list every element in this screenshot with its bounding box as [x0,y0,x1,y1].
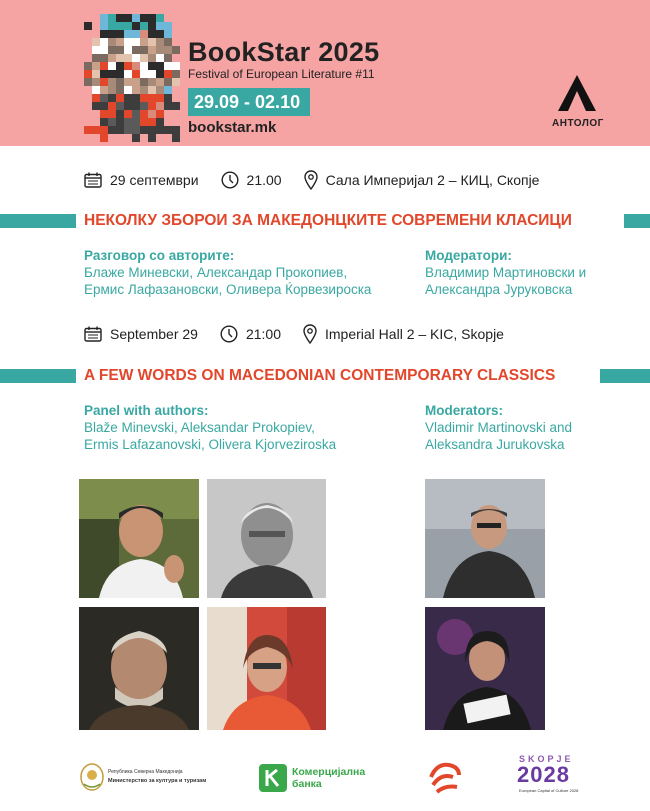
pixel-tile [116,126,124,134]
section-title-en: A FEW WORDS ON MACEDONIAN CONTEMPORARY CLASSICS [84,367,556,384]
pixel-tile [108,30,116,38]
pixel-tile [156,38,164,46]
pixel-tile [156,70,164,78]
event-info-en [84,323,526,345]
ministry-line1: Република Северна Македонија [108,769,183,775]
bank-name-line2: банка [292,778,322,790]
pixel-tile [172,62,180,70]
moderators-line2-mk: Александра Јуруковска [425,282,573,297]
date-item-mk [84,172,199,188]
pixel-tile [132,110,140,118]
venue-item-en [303,324,504,344]
pixel-tile [100,86,108,94]
event-venue: Imperial Hall 2 – KIC, Skopje [325,326,504,342]
time-item-en [220,325,281,343]
pixel-tile [140,46,148,54]
pixel-tile [100,126,108,134]
pixel-tile [116,102,124,110]
coat-of-arms-icon [80,762,104,792]
moderators-line1-mk: Владимир Мартиновски и [425,265,587,280]
pixel-tile [124,78,132,86]
pixel-tile [148,46,156,54]
pixel-tile [124,126,132,134]
pixel-tile [124,62,132,70]
festival-dates-badge: 29.09 - 02.10 [188,88,310,116]
pixel-tile [92,38,100,46]
author-photo-olivera-kjorveziroska [207,607,326,730]
panel-names-line2-en: Ermis Lafazanovski, Olivera Kjorveziroska [84,437,337,452]
calendar-icon [84,326,102,342]
pixel-tile [108,102,116,110]
pixel-tile [148,22,156,30]
moderators-en [425,402,635,453]
moderators-label-mk: Модератори: [425,248,512,263]
pixel-tile [148,94,156,102]
pixel-tile [116,110,124,118]
pixel-tile [116,70,124,78]
pixel-tile [140,102,148,110]
date-item-en [84,326,198,342]
pixel-tile [108,46,116,54]
pixel-tile [132,118,140,126]
time-item-mk [221,171,282,189]
pixel-tile [164,78,172,86]
moderator-photo-aleksandra-jurukovska [425,607,545,730]
location-pin-icon [303,324,317,344]
komercijalna-banka-logo [259,762,379,794]
pixel-tile [156,62,164,70]
pixel-tile [132,46,140,54]
pixel-tile [124,110,132,118]
pixel-tile [172,102,180,110]
pixel-tile [140,62,148,70]
red-emblem-logo [427,759,463,795]
pixel-tile [140,70,148,78]
pixel-tile [164,126,172,134]
pixel-tile [132,134,140,142]
section-title-bar-mk [0,210,650,232]
pixel-tile [164,70,172,78]
pixel-tile [164,94,172,102]
moderators-label-en: Moderators: [425,403,504,418]
panel-authors-en [84,402,414,453]
bank-k-icon [259,764,287,792]
pixel-tile [156,14,164,22]
pixel-tile [92,126,100,134]
moderators-line2-en: Aleksandra Jurukovska [425,437,565,452]
pixel-tile [108,110,116,118]
event-info-mk [84,169,561,191]
pixel-tile [100,30,108,38]
pixel-tile [156,78,164,86]
pixel-tile [116,94,124,102]
pixel-tile [156,46,164,54]
pixel-tile [164,38,172,46]
pixel-tile [172,70,180,78]
section-title-mk: НЕКОЛКУ ЗБОРОИ ЗА МАКЕДОНЦКИТЕ СОВРЕМЕНИ КЛАСИЦИ [84,212,572,229]
panel-authors-mk [84,247,414,298]
header-banner [0,0,650,146]
pixel-tile [148,62,156,70]
pixel-tile [108,54,116,62]
pixel-tile [172,46,180,54]
pixel-tile [124,38,132,46]
pixel-tile [164,102,172,110]
ministry-of-culture-logo [80,760,210,794]
pixel-tile [116,46,124,54]
pixel-tile [108,70,116,78]
pixel-tile [140,94,148,102]
panel-label-en: Panel with authors: [84,403,209,418]
pixel-tile [164,62,172,70]
clock-icon [221,171,239,189]
moderators-line1-en: Vladimir Martinovski and [425,420,573,435]
antolog-a-icon [556,73,598,113]
pixel-tile [124,14,132,22]
pixel-tile [100,102,108,110]
event-time: 21.00 [246,172,282,188]
pixel-tile [132,62,140,70]
pixel-tile [140,30,148,38]
pixel-tile [140,38,148,46]
pixel-tile [124,30,132,38]
author-photo-blaze-minevski [79,479,199,598]
panel-names-line1-en: Blaže Minevski, Aleksandar Prokopiev, [84,420,315,435]
pixel-tile [156,102,164,110]
pixel-tile [164,30,172,38]
pixel-tile [92,78,100,86]
pixel-tile [116,62,124,70]
skopje-caption: European Capital of Culture 2028 [519,788,579,793]
pixel-tile [100,70,108,78]
skopje-2028-logo [513,754,593,800]
pixel-tile [92,54,100,62]
pixel-tile [132,126,140,134]
pixel-tile [156,110,164,118]
pixel-tile [140,54,148,62]
pixel-tile [132,30,140,38]
pixel-tile [156,118,164,126]
teal-stripe-right [624,214,650,228]
pixel-tile [148,30,156,38]
pixel-tile [116,30,124,38]
pixel-tile [116,38,124,46]
pixel-tile [124,70,132,78]
author-photo-ermis-lafazanovski [79,607,199,730]
pixel-tile [140,78,148,86]
moderators-mk [425,247,635,298]
red-swirl-icon [427,759,463,795]
ministry-line2: Министерство за култура и туризам [108,778,207,784]
festival-subtitle: Festival of European Literature #11 [188,67,375,81]
pixel-tile [100,118,108,126]
pixel-tile [132,94,140,102]
pixel-tile [92,94,100,102]
pixel-tile [100,54,108,62]
venue-item-mk [304,170,540,190]
teal-stripe-left [0,369,76,383]
pixel-tile [148,78,156,86]
festival-title: BookStar 2025 [188,37,380,67]
pixel-tile [84,70,92,78]
pixel-tile [156,86,164,94]
pixel-tile [132,86,140,94]
panel-names-line1-mk: Блаже Миневски, Александар Прокопиев, [84,265,348,280]
antolog-logo [552,73,602,129]
pixel-tile [140,86,148,94]
pixel-tile [148,134,156,142]
pixel-tile [116,118,124,126]
pixel-tile [148,118,156,126]
pixel-tile [108,78,116,86]
pixel-tile [92,102,100,110]
pixel-portrait-logo [84,14,180,142]
pixel-tile [108,86,116,94]
pixel-tile [124,22,132,30]
pixel-tile [92,46,100,54]
pixel-tile [156,22,164,30]
pixel-tile [132,102,140,110]
pixel-tile [148,38,156,46]
pixel-tile [172,126,180,134]
pixel-tile [124,46,132,54]
pixel-tile [164,22,172,30]
pixel-tile [116,78,124,86]
pixel-tile [116,14,124,22]
pixel-tile [132,14,140,22]
pixel-tile [156,94,164,102]
pixel-tile [116,22,124,30]
pixel-tile [108,94,116,102]
panel-names-line2-mk: Ермис Лафазановски, Оливера Ќорвезироска [84,282,372,297]
pixel-tile [100,62,108,70]
pixel-tile [132,54,140,62]
pixel-tile [124,86,132,94]
pixel-tile [148,102,156,110]
moderator-photo-vladimir-martinovski [425,479,545,598]
pixel-tile [132,70,140,78]
pixel-tile [108,62,116,70]
pixel-tile [172,134,180,142]
teal-stripe-right [600,369,650,383]
pixel-tile [84,22,92,30]
pixel-tile [156,126,164,134]
pixel-tile [108,14,116,22]
pixel-tile [132,22,140,30]
pixel-tile [140,118,148,126]
pixel-tile [140,126,148,134]
location-pin-icon [304,170,318,190]
pixel-tile [156,54,164,62]
pixel-tile [108,22,116,30]
pixel-tile [92,62,100,70]
pixel-tile [116,54,124,62]
author-photo-aleksandar-prokopiev [207,479,326,598]
pixel-tile [132,78,140,86]
website-link[interactable]: bookstar.mk [188,119,277,136]
pixel-tile [172,78,180,86]
panel-label-mk: Разговор со авторите: [84,248,235,263]
pixel-tile [132,38,140,46]
event-venue: Сала Империјал 2 – КИЦ, Скопје [325,172,540,188]
pixel-tile [100,38,108,46]
calendar-icon [84,172,102,188]
pixel-tile [148,70,156,78]
event-time: 21:00 [245,326,281,342]
pixel-tile [148,126,156,134]
skopje-word: SKOPJE [519,754,574,764]
pixel-tile [100,78,108,86]
pixel-tile [124,102,132,110]
pixel-tile [148,110,156,118]
pixel-tile [100,94,108,102]
pixel-tile [100,134,108,142]
pixel-tile [124,94,132,102]
pixel-tile [164,46,172,54]
pixel-tile [108,118,116,126]
pixel-tile [140,110,148,118]
pixel-tile [100,22,108,30]
pixel-tile [164,86,172,94]
teal-stripe-left [0,214,76,228]
pixel-tile [124,118,132,126]
pixel-tile [156,30,164,38]
pixel-tile [100,46,108,54]
pixel-tile [100,14,108,22]
pixel-tile [148,54,156,62]
skopje-year: 2028 [517,762,570,787]
pixel-tile [100,110,108,118]
pixel-tile [124,54,132,62]
antolog-label: АНТОЛОГ [552,118,604,129]
pixel-tile [84,78,92,86]
bank-name-line1: Комерцијална [292,766,366,778]
brand-block [188,38,380,116]
pixel-tile [92,70,100,78]
pixel-tile [108,126,116,134]
pixel-tile [84,126,92,134]
pixel-tile [140,14,148,22]
pixel-tile [140,22,148,30]
pixel-tile [164,54,172,62]
clock-icon [220,325,238,343]
event-date: 29 септември [110,172,199,188]
event-date: September 29 [110,326,198,342]
pixel-tile [116,86,124,94]
pixel-tile [92,86,100,94]
pixel-tile [148,14,156,22]
pixel-tile [148,86,156,94]
pixel-tile [108,38,116,46]
section-title-bar-en [0,365,650,387]
pixel-tile [84,62,92,70]
